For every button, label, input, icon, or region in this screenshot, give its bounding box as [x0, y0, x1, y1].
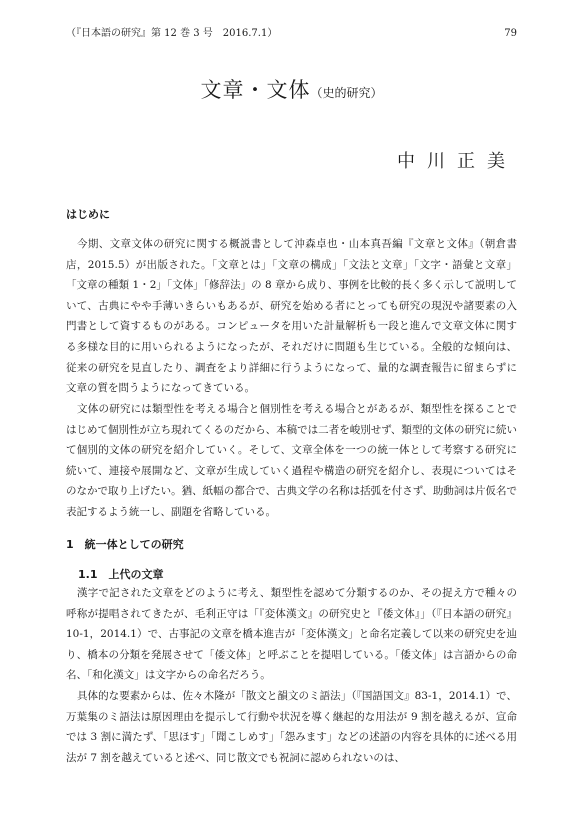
article-subtitle: （史的研究） [310, 86, 383, 100]
section-heading-1: 1 統一体としての研究 [66, 538, 184, 551]
paragraph-1-1-1: 漢字で記された文章をどのように考え、類型性を認めて分類するのか、その捉え方で種々の呼称が提唱されてきたが、毛利正守は「『変体漢文』の研究史と『倭文体』」（『日本語の研究』10-1，2014.1）で、古事記の文章を橋本進吉が「変体漢文」と命名定義して以来の研究史を辿り、橋本の分類を発展させて「倭文体」と呼ぶことを提唱している。「倭文体」は言語からの命名、「和化漢文」は文字からの命名だろう。 [66, 587, 517, 682]
paragraph-intro-2: 文体の研究には類型性を考える場合と個別性を考える場合とがあるが、類型性を探ることではじめて個別性が立ち現れてくるのだから、本稿では二者を峻別せず、類型的文体の研究に続いて個別的文体の研究を紹介していく。そして、文章全体を一つの統一体として考察する研究に続いて、連接や展開など、文章が生成していく過程や構造の研究を紹介し、表現についてはそのなかで取り上げたい。猶、紙幅の都合で、古典文学の名称は括弧を付さず、助動詞は片仮名で表記するよう統一し、副題を省略している。 [66, 403, 517, 518]
article-title: 文章・文体 [200, 78, 311, 102]
section-heading-1-1: 1.1 上代の文章 [78, 568, 164, 581]
page-number: 79 [504, 28, 517, 39]
running-header [66, 27, 517, 41]
paragraph-1-1-2: 具体的な要素からは、佐々木隆が「散文と韻文のミ語法」（『国語国文』83-1，2014.1）で、万葉集のミ語法は原因理由を提示して行動や状況を導く継起的な用法が 9 割を越えるが、宣命では 3 割に満たず、「思ほす」「聞こしめす」「怨みます」などの述語の内容を具体的に述べる用法が 7 割を越えていると述べ、同じ散文でも祝詞に認められないのは、 [66, 690, 517, 764]
author-name: 中川正美 [397, 151, 517, 172]
paragraph-intro-1: 今期、文章文体の研究に関する概説書として沖森卓也・山本真吾編『文章と文体』（朝倉書店，2015.5）が出版された。「文章とは」「文章の構成」「文法と文章」「文字・語彙と文章」「文章の種類 1・2」「文体」「修辞法」の 8 章から成り、事例を比較的長く多く示して説明していて、古典にやや手薄いきらいもあるが、研究を始める者にとっても研究の現況や諸要素の入門書として資するものがある。コンピュータを用いた計量解析も一段と進んで文章文体に関する多様な目的に用いられるようになったが、それだけに問題も生じている。全般的な傾向は、従来の研究を見直したり、調査をより詳細に行うようになって、量的な調査報告に留まらずに文章の質を問うようになってきている。 [66, 238, 517, 395]
article-title-block [0, 76, 583, 107]
section-heading-intro: はじめに [66, 208, 110, 221]
running-title: （『日本語の研究』第 12 巻 3 号 2016.7.1） [66, 28, 278, 39]
